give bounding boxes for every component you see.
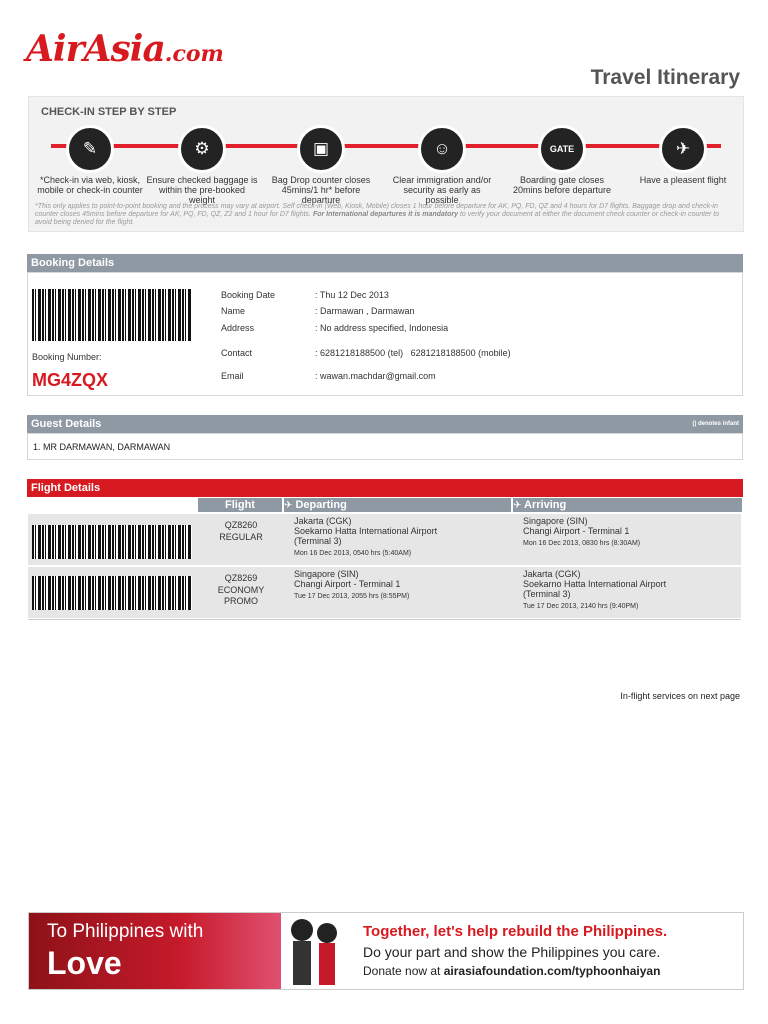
booking-number: MG4ZQX: [32, 370, 109, 390]
banner-headline: To Philippines with: [47, 921, 204, 942]
page-title: Travel Itinerary: [590, 66, 740, 89]
departure-time: Mon 16 Dec 2013, 0540 hrs (5:40AM): [294, 550, 412, 557]
booking-number-label: Booking Number:: [32, 352, 102, 362]
typhoon-banner[interactable]: [28, 912, 744, 990]
table-bottom-border: [28, 619, 741, 620]
note-bold: For International departures it is mandatory: [312, 211, 459, 218]
booking-details-header: Booking Details: [27, 254, 743, 272]
airasia-logo: [26, 28, 224, 70]
name-value: : Darmawan , Darmawan: [315, 306, 415, 316]
flight-attendant-2-body: [319, 943, 335, 985]
departing-airplane-icon: ✈: [284, 500, 293, 511]
checkin-note: [35, 203, 737, 227]
departure-airport: Changi Airport - Terminal 1: [294, 579, 401, 589]
departure-terminal: (Terminal 3): [294, 536, 342, 546]
col-departing-label: Departing: [295, 499, 347, 511]
col-arriving-header: [513, 498, 742, 512]
step-label: *Check-in via web, kiosk, mobile or check-in counter: [37, 175, 143, 195]
flight-barcode: [32, 576, 192, 610]
step-gate: [506, 125, 618, 195]
departure-time: Tue 17 Dec 2013, 2055 hrs (8:55PM): [294, 593, 410, 600]
fare-type: REGULAR: [219, 532, 263, 542]
guest-details-title: Guest Details: [31, 418, 102, 430]
flight-row: [28, 567, 741, 618]
name-label: Name: [221, 306, 246, 316]
address-label: Address: [221, 323, 255, 333]
checkin-title: CHECK-IN STEP BY STEP: [41, 106, 177, 118]
bag-drop-icon: ▣: [297, 125, 345, 173]
contact-label: Contact: [221, 348, 253, 358]
flight-number: QZ8260: [224, 520, 258, 530]
flight-attendant-2-icon: [317, 923, 337, 943]
col-flight-header: Flight: [198, 498, 282, 512]
checkin-steps-panel: [28, 96, 744, 232]
step-label: Clear immigration and/or security as early as possible: [392, 175, 492, 205]
flight-number: QZ8269: [224, 573, 258, 583]
arrival-city: Jakarta (CGK): [523, 569, 581, 579]
arrival-time: Tue 17 Dec 2013, 2140 hrs (9:40PM): [523, 603, 639, 610]
arrival-time: Mon 16 Dec 2013, 0830 hrs (8:30AM): [523, 540, 641, 547]
gate-icon: GATE: [538, 125, 586, 173]
booking-date-label: Booking Date: [221, 290, 276, 300]
booking-details-box: [27, 272, 743, 396]
baggage-icon: ⚙: [178, 125, 226, 173]
banner-left-panel: [29, 913, 281, 989]
step-label: Ensure checked baggage is within the pre-booked weight: [146, 175, 258, 205]
step-flight: [627, 125, 739, 185]
donate-link[interactable]: airasiafoundation.com/typhoonhaiyan: [443, 964, 661, 978]
address-value: : No address specified, Indonesia: [315, 323, 449, 333]
email-label: Email: [221, 371, 244, 381]
donate-prefix: Donate now at: [363, 964, 444, 978]
step-label: Have a pleasent flight: [639, 175, 727, 185]
guest-details-box: [27, 433, 743, 460]
contact-value: : 6281218188500 (tel) 6281218188500 (mobile): [315, 348, 511, 358]
flight-details-header: Flight Details: [27, 479, 743, 497]
arrival-airport: Changi Airport - Terminal 1: [523, 526, 630, 536]
step-bag-drop: [265, 125, 377, 205]
airplane-icon: ✈: [659, 125, 707, 173]
checkin-icon: ✎: [66, 125, 114, 173]
step-immigration: [386, 125, 498, 205]
flight-attendant-1-icon: [291, 919, 313, 941]
note-line-2: Baggage drop and check-in counter closes 45mins before departure for AK, PQ, FD, QZ, Z2 and 1 hour for D7 flights.: [35, 203, 718, 218]
infant-note: () denotes infant: [692, 421, 739, 427]
email-value[interactable]: : wawan.machdar@gmail.com: [315, 371, 436, 381]
logo-dotcom: .com: [164, 41, 224, 67]
col-arriving-label: Arriving: [524, 499, 567, 511]
next-page-note: In-flight services on next page: [620, 691, 740, 701]
arriving-airplane-icon: ✈: [513, 500, 522, 511]
guest-details-header: [27, 415, 743, 433]
col-departing-header: [284, 498, 511, 512]
departure-city: Singapore (SIN): [294, 569, 359, 579]
flight-barcode: [32, 525, 192, 559]
arrival-airport: Soekarno Hatta International Airport: [523, 579, 667, 589]
flight-attendant-1-body: [293, 941, 311, 985]
flight-row: [28, 514, 741, 565]
booking-date-value: : Thu 12 Dec 2013: [315, 290, 389, 300]
note-line-1: *This only applies to point-to-point booking and the process may vary at airport. Self check-in (Web, Kiosk, Mobile) closes 1 hour before departure for AK, PQ, FD, QZ and 4 hours for D7 flights.: [35, 203, 631, 210]
banner-love: Love: [47, 945, 122, 981]
arrival-city: Singapore (SIN): [523, 516, 588, 526]
step-baggage: [146, 125, 258, 205]
banner-subline: Do your part and show the Philippines you care.: [363, 944, 661, 960]
guest-item: 1. MR DARMAWAN, DARMAWAN: [33, 442, 171, 452]
logo-text: AirAsia: [26, 28, 165, 70]
note-line-3: to verify your document at either the document check counter or check-in counter to avoid being denied for the flight.: [35, 211, 720, 226]
step-checkin: [34, 125, 146, 195]
banner-donate: [363, 964, 660, 978]
immigration-icon: ☺: [418, 125, 466, 173]
departure-city: Jakarta (CGK): [294, 516, 352, 526]
booking-barcode: [32, 289, 192, 341]
fare-type: ECONOMY PROMO: [217, 585, 265, 606]
arrival-terminal: (Terminal 3): [523, 589, 571, 599]
step-label: Boarding gate closes 20mins before departure: [512, 175, 612, 195]
banner-tagline: Together, let's help rebuild the Philippines.: [363, 923, 668, 940]
step-label: Bag Drop counter closes 45mins/1 hr* before departure: [271, 175, 371, 205]
departure-airport: Soekarno Hatta International Airport: [294, 526, 438, 536]
